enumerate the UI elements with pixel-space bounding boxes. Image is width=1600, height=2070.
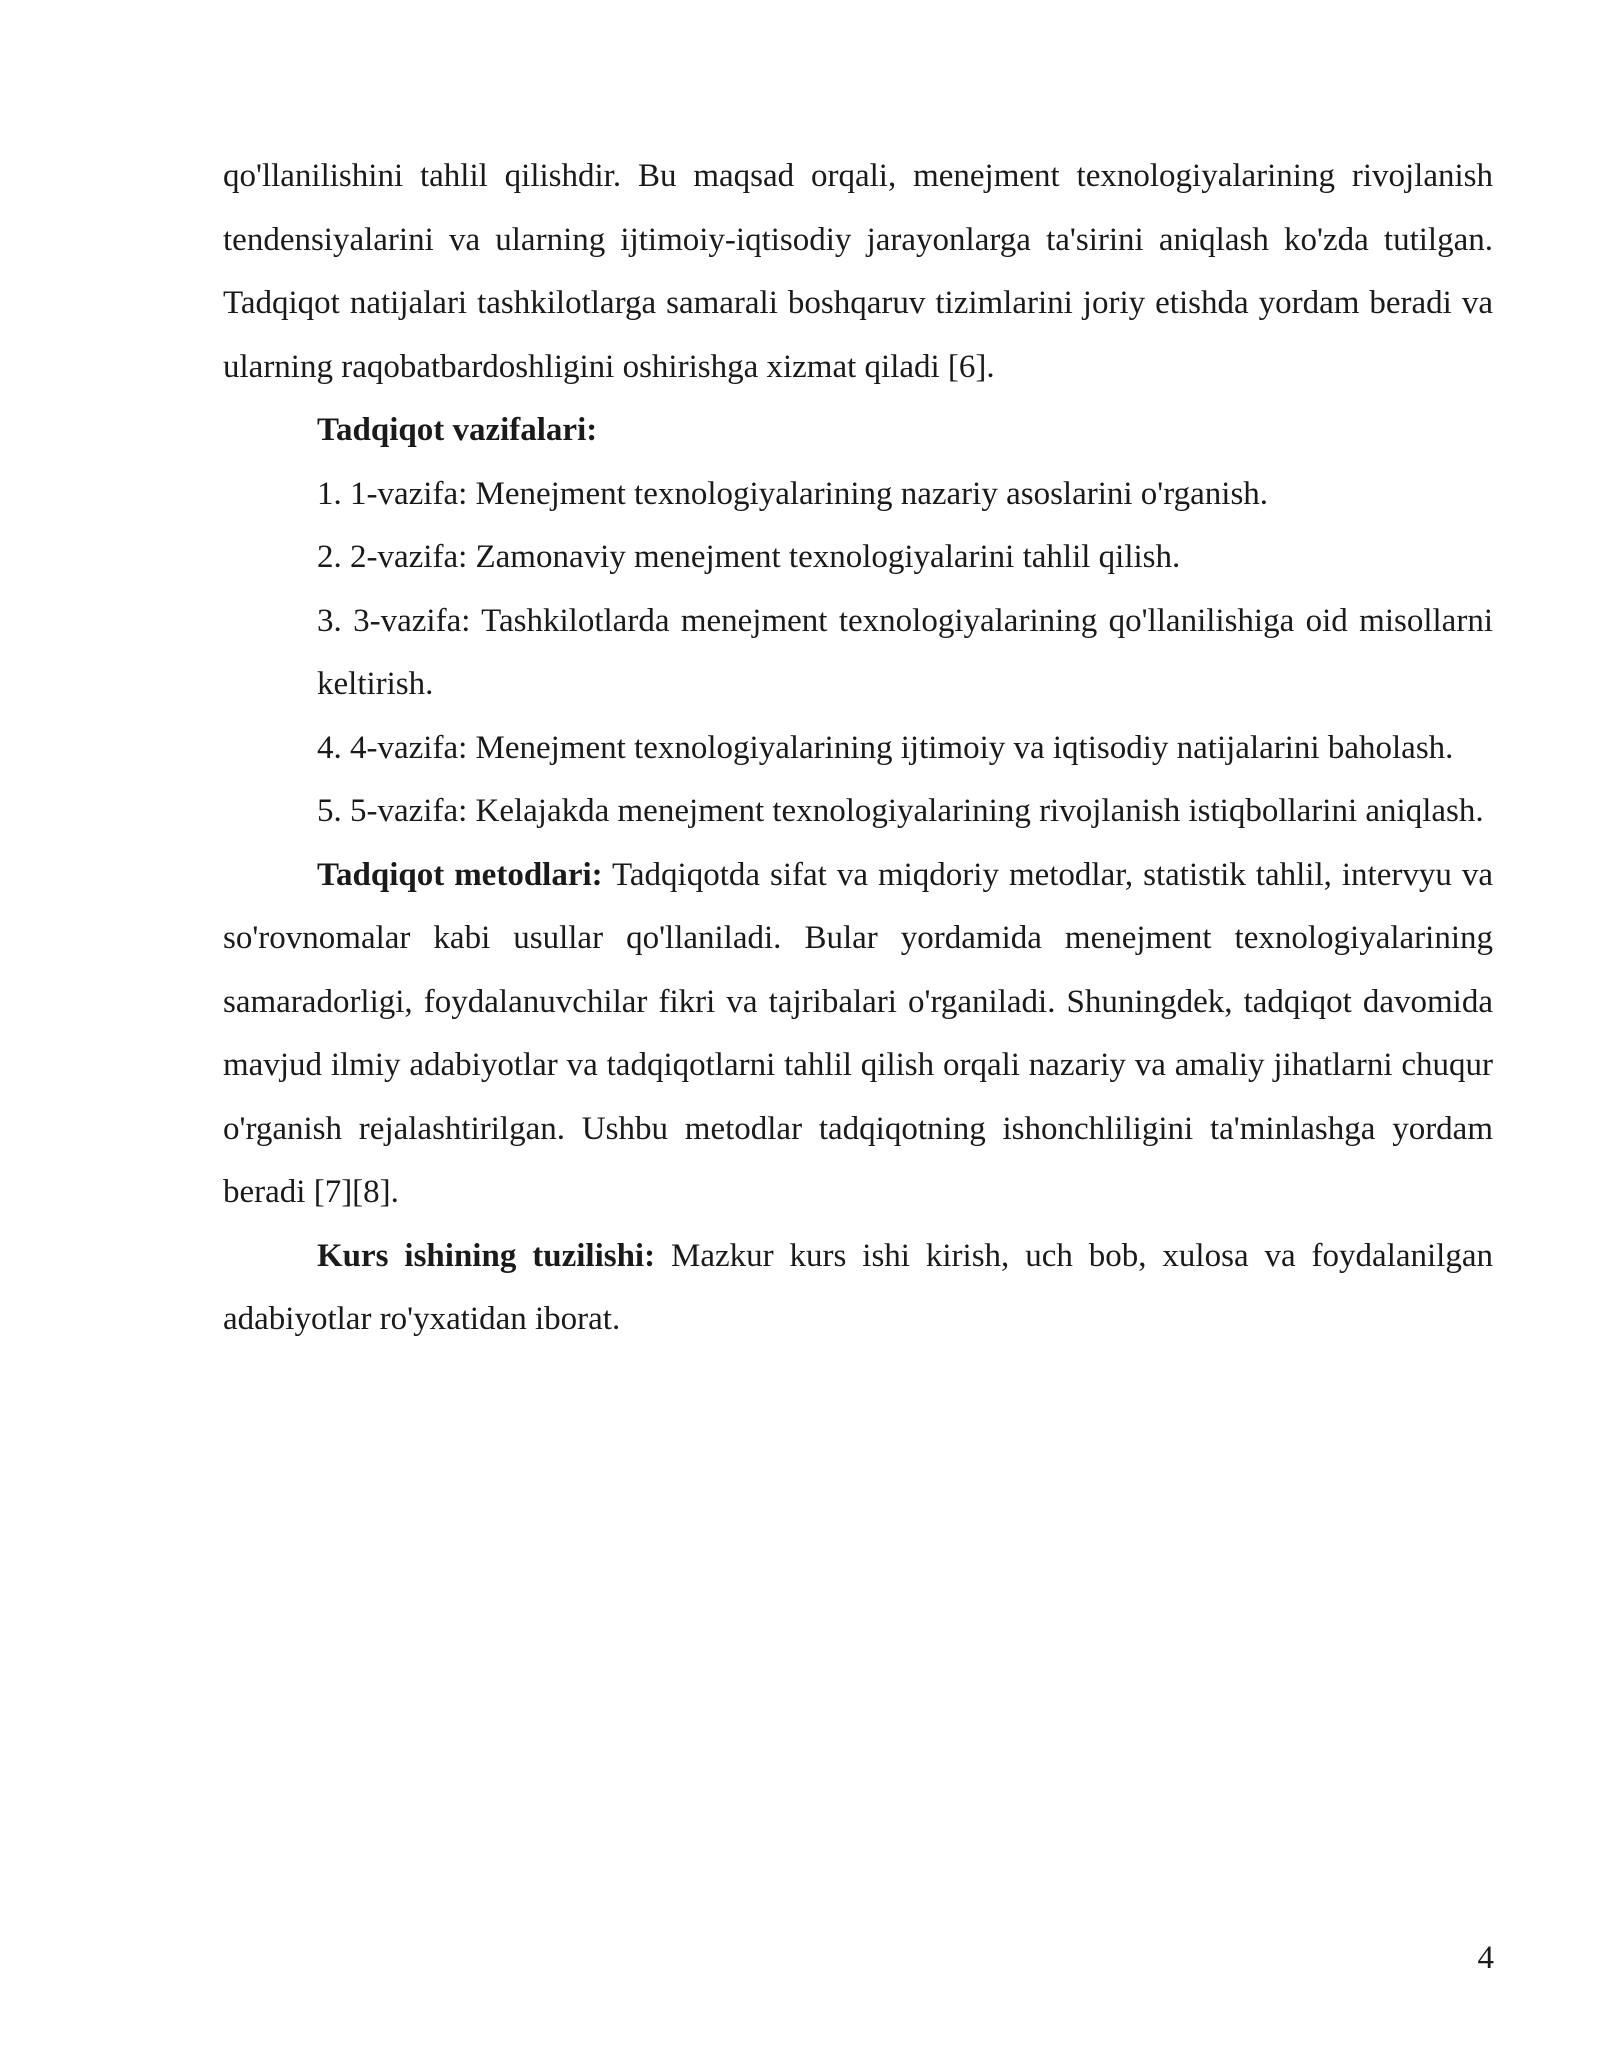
- tasks-heading: Tadqiqot vazifalari:: [317, 412, 598, 448]
- methods-paragraph: [223, 844, 1493, 1225]
- page-number: 4: [1477, 1940, 1494, 1976]
- methods-heading: Tadqiqot metodlari:: [317, 856, 603, 893]
- task-item-5: 5. 5-vazifa: Kelajakda menejment texnologiyalarining rivojlanish istiqbollarini aniqlash.: [317, 793, 1484, 829]
- methods-text: Tadqiqotda sifat va miqdoriy metodlar, statistik tahlil, intervyu va so'rovnomalar kabi usullar qo'llaniladi. Bular yordamida menejment texnologiyalarining samaradorligi, foydalanuvchilar fikri va tajribalari o'rganiladi. Shuningdek, tadqiqot davomida mavjud ilmiy adabiyotlar va tadqiqotlarni tahlil qilish orqali nazariy va amaliy jihatlarni chuqur o'rganish rejalashtirilgan. Ushbu metodlar tadqiqotning ishonchliligini ta'minlashga yordam beradi [7][8].: [223, 856, 1493, 1210]
- structure-paragraph: [223, 1225, 1493, 1352]
- structure-heading: Kurs ishining tuzilishi:: [317, 1237, 656, 1274]
- task-item-2: 2. 2-vazifa: Zamonaviy menejment texnologiyalarini tahlil qilish.: [317, 539, 1181, 575]
- document-body: [223, 145, 1493, 1352]
- structure-text: Mazkur kurs ishi kirish, uch bob, xulosa va foydalanilgan adabiyotlar ro'yxatidan iborat.: [223, 1237, 1493, 1337]
- task-item-3: 3. 3-vazifa: Tashkilotlarda menejment texnologiyalarining qo'llanilishiga oid misollarni keltirish.: [317, 602, 1493, 702]
- task-item-1: 1. 1-vazifa: Menejment texnologiyalarining nazariy asoslarini o'rganish.: [317, 475, 1269, 512]
- task-item-4: 4. 4-vazifa: Menejment texnologiyalarining ijtimoiy va iqtisodiy natijalarini baholash.: [317, 729, 1454, 766]
- intro-paragraph: qo'llanilishini tahlil qilishdir. Bu maqsad orqali, menejment texnologiyalarining rivojlanish tendensiyalarini va ularning ijtimoiy-iqtisodiy jarayonlarga ta'sirini aniqlash ko'zda tutilgan. Tadqiqot natijalari tashkilotlarga samarali boshqaruv tizimlarini joriy etishda yordam beradi va ularning raqobatbardoshligini oshirishga xizmat qiladi [6].: [223, 158, 1493, 385]
